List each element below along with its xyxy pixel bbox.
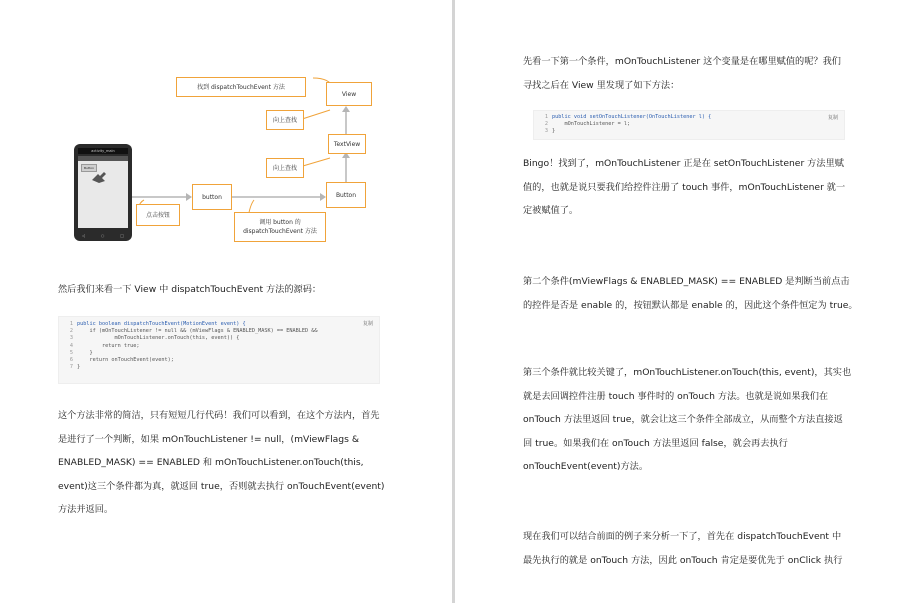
paragraph-line: 定被赋值了。	[523, 205, 579, 216]
lookup-up-label-2: 向上查找	[272, 164, 297, 172]
finger-pointer-icon	[90, 170, 110, 184]
intro-line: 然后我们来看一下 View 中 dispatchTouchEvent 方法的源码：	[58, 284, 322, 295]
button-view-small	[192, 184, 232, 210]
view-node	[326, 82, 372, 106]
lookup-up-callout-1	[266, 110, 304, 130]
copy-code-button[interactable]: 复制	[827, 115, 838, 121]
paragraph-line: 的控件是否是 enable 的，按钮默认都是 enable 的，因此这个条件恒定为 true。	[523, 299, 858, 311]
phone-home-icon: ○	[100, 233, 105, 238]
paragraph-line: 这个方法非常的简洁，只有短短几行代码！我们可以看到，在这个方法内，首先	[58, 410, 380, 421]
paragraph-line: 方法并返回。	[58, 504, 114, 515]
button-node	[326, 182, 366, 208]
code-line: 7 }	[69, 364, 81, 371]
phone-screen	[78, 156, 128, 228]
code-line: 2 mOnTouchListener = l;	[544, 121, 631, 128]
code-line: 3 mOnTouchListener.onTouch(this, event)) {	[69, 335, 240, 342]
phone-mockup	[74, 144, 132, 241]
code-line: 5 }	[69, 349, 93, 356]
click-button-callout	[136, 204, 180, 226]
lookup-up-label-1: 向上查找	[272, 116, 297, 124]
copy-code-button[interactable]: 复制	[362, 321, 373, 327]
code-block-dispatch	[58, 316, 380, 384]
button-node-label: Button	[335, 191, 357, 199]
code-line: 1 public void setOnTouchListener(OnTouchListener l) {	[544, 114, 712, 120]
click-button-label: 点击按钮	[145, 211, 170, 219]
phone-nav-keys	[82, 233, 124, 238]
paragraph-line: 第三个条件就比较关键了，mOnTouchListener.onTouch(this, event)，其实也	[523, 367, 852, 378]
code-line: 6 return onTouchEvent(event);	[69, 356, 174, 363]
dispatch-diagram	[68, 70, 378, 250]
arrowhead-TextView-to-View	[342, 106, 350, 112]
bingo-paragraph	[523, 152, 845, 223]
third-condition-paragraph	[523, 361, 851, 479]
phone-status-bar: activity_main	[78, 148, 128, 154]
found-dispatch-label: 找到 dispatchTouchEvent 方法	[197, 83, 285, 91]
paragraph-line: 寻找之后在 View 里发现了如下方法：	[523, 79, 680, 91]
phone-recent-icon: □	[120, 233, 124, 238]
phone-button: Button	[81, 164, 97, 172]
textview-node-label: TextView	[333, 140, 361, 148]
found-dispatch-callout	[176, 77, 306, 97]
code-line: 3 }	[544, 128, 556, 135]
phone-titlebar	[78, 156, 128, 161]
call-dispatch-line1: 调用 button 的	[259, 219, 301, 226]
right-page	[455, 0, 904, 603]
code-line: 2 if (mOnTouchListener != null && (mViewFlags & ENABLED_MASK) == ENABLED &&	[69, 328, 318, 335]
paragraph-line: 先看一下第一个条件，mOnTouchListener 这个变量是在哪里赋值的呢？我们	[523, 56, 841, 67]
phone-back-icon: ◁	[82, 233, 86, 238]
dispatch-explanation	[58, 404, 384, 522]
paragraph-line: 回 true。如果我们在 onTouch 方法里返回 false，就会再去执行	[523, 437, 788, 449]
paragraph-line: onTouch 方法里返回 true，就会让这三个条件全部成立，从而整个方法直接返	[523, 414, 843, 425]
view-node-label: View	[341, 90, 357, 98]
first-condition-intro	[523, 50, 841, 97]
code-line: 1 public boolean dispatchTouchEvent(MotionEvent event) {	[69, 321, 246, 327]
paragraph-line: 现在我们可以结合前面的例子来分析一下了，首先在 dispatchTouchEvent 中	[523, 531, 842, 542]
analysis-paragraph	[523, 525, 842, 572]
paragraph-line: 就是去回调控件注册 touch 事件时的 onTouch 方法。也就是说如果我们在	[523, 390, 829, 402]
textview-node	[328, 134, 366, 154]
paragraph-line: 是进行了一个判断，如果 mOnTouchListener != null，(mViewFlags &	[58, 433, 359, 445]
button-small-label: button	[202, 193, 222, 201]
call-dispatch-callout	[234, 212, 326, 242]
paragraph-line: 值的，也就是说只要我们给控件注册了 touch 事件，mOnTouchListener 就一	[523, 181, 846, 193]
paragraph-line: 最先执行的就是 onTouch 方法，因此 onTouch 肯定是要优先于 onClick 执行	[523, 554, 843, 566]
call-dispatch-line2: dispatchTouchEvent 方法	[243, 228, 317, 235]
intro-text	[58, 278, 321, 302]
code-line: 4 return true;	[69, 342, 140, 349]
code-block-setter	[533, 110, 845, 140]
paragraph-line: ENABLED_MASK) == ENABLED 和 mOnTouchListener.onTouch(this,	[58, 457, 364, 468]
paragraph-line: onTouchEvent(event)方法。	[523, 461, 649, 472]
paragraph-line: event)这三个条件都为真，就返回 true，否则就去执行 onTouchEvent(event)	[58, 480, 385, 492]
lookup-up-callout-2	[266, 158, 304, 178]
second-condition-paragraph	[523, 270, 858, 317]
paragraph-line: Bingo！找到了，mOnTouchListener 正是在 setOnTouchListener 方法里赋	[523, 158, 844, 169]
paragraph-line: 第二个条件(mViewFlags & ENABLED_MASK) == ENABLED 是判断当前点击	[523, 276, 850, 287]
